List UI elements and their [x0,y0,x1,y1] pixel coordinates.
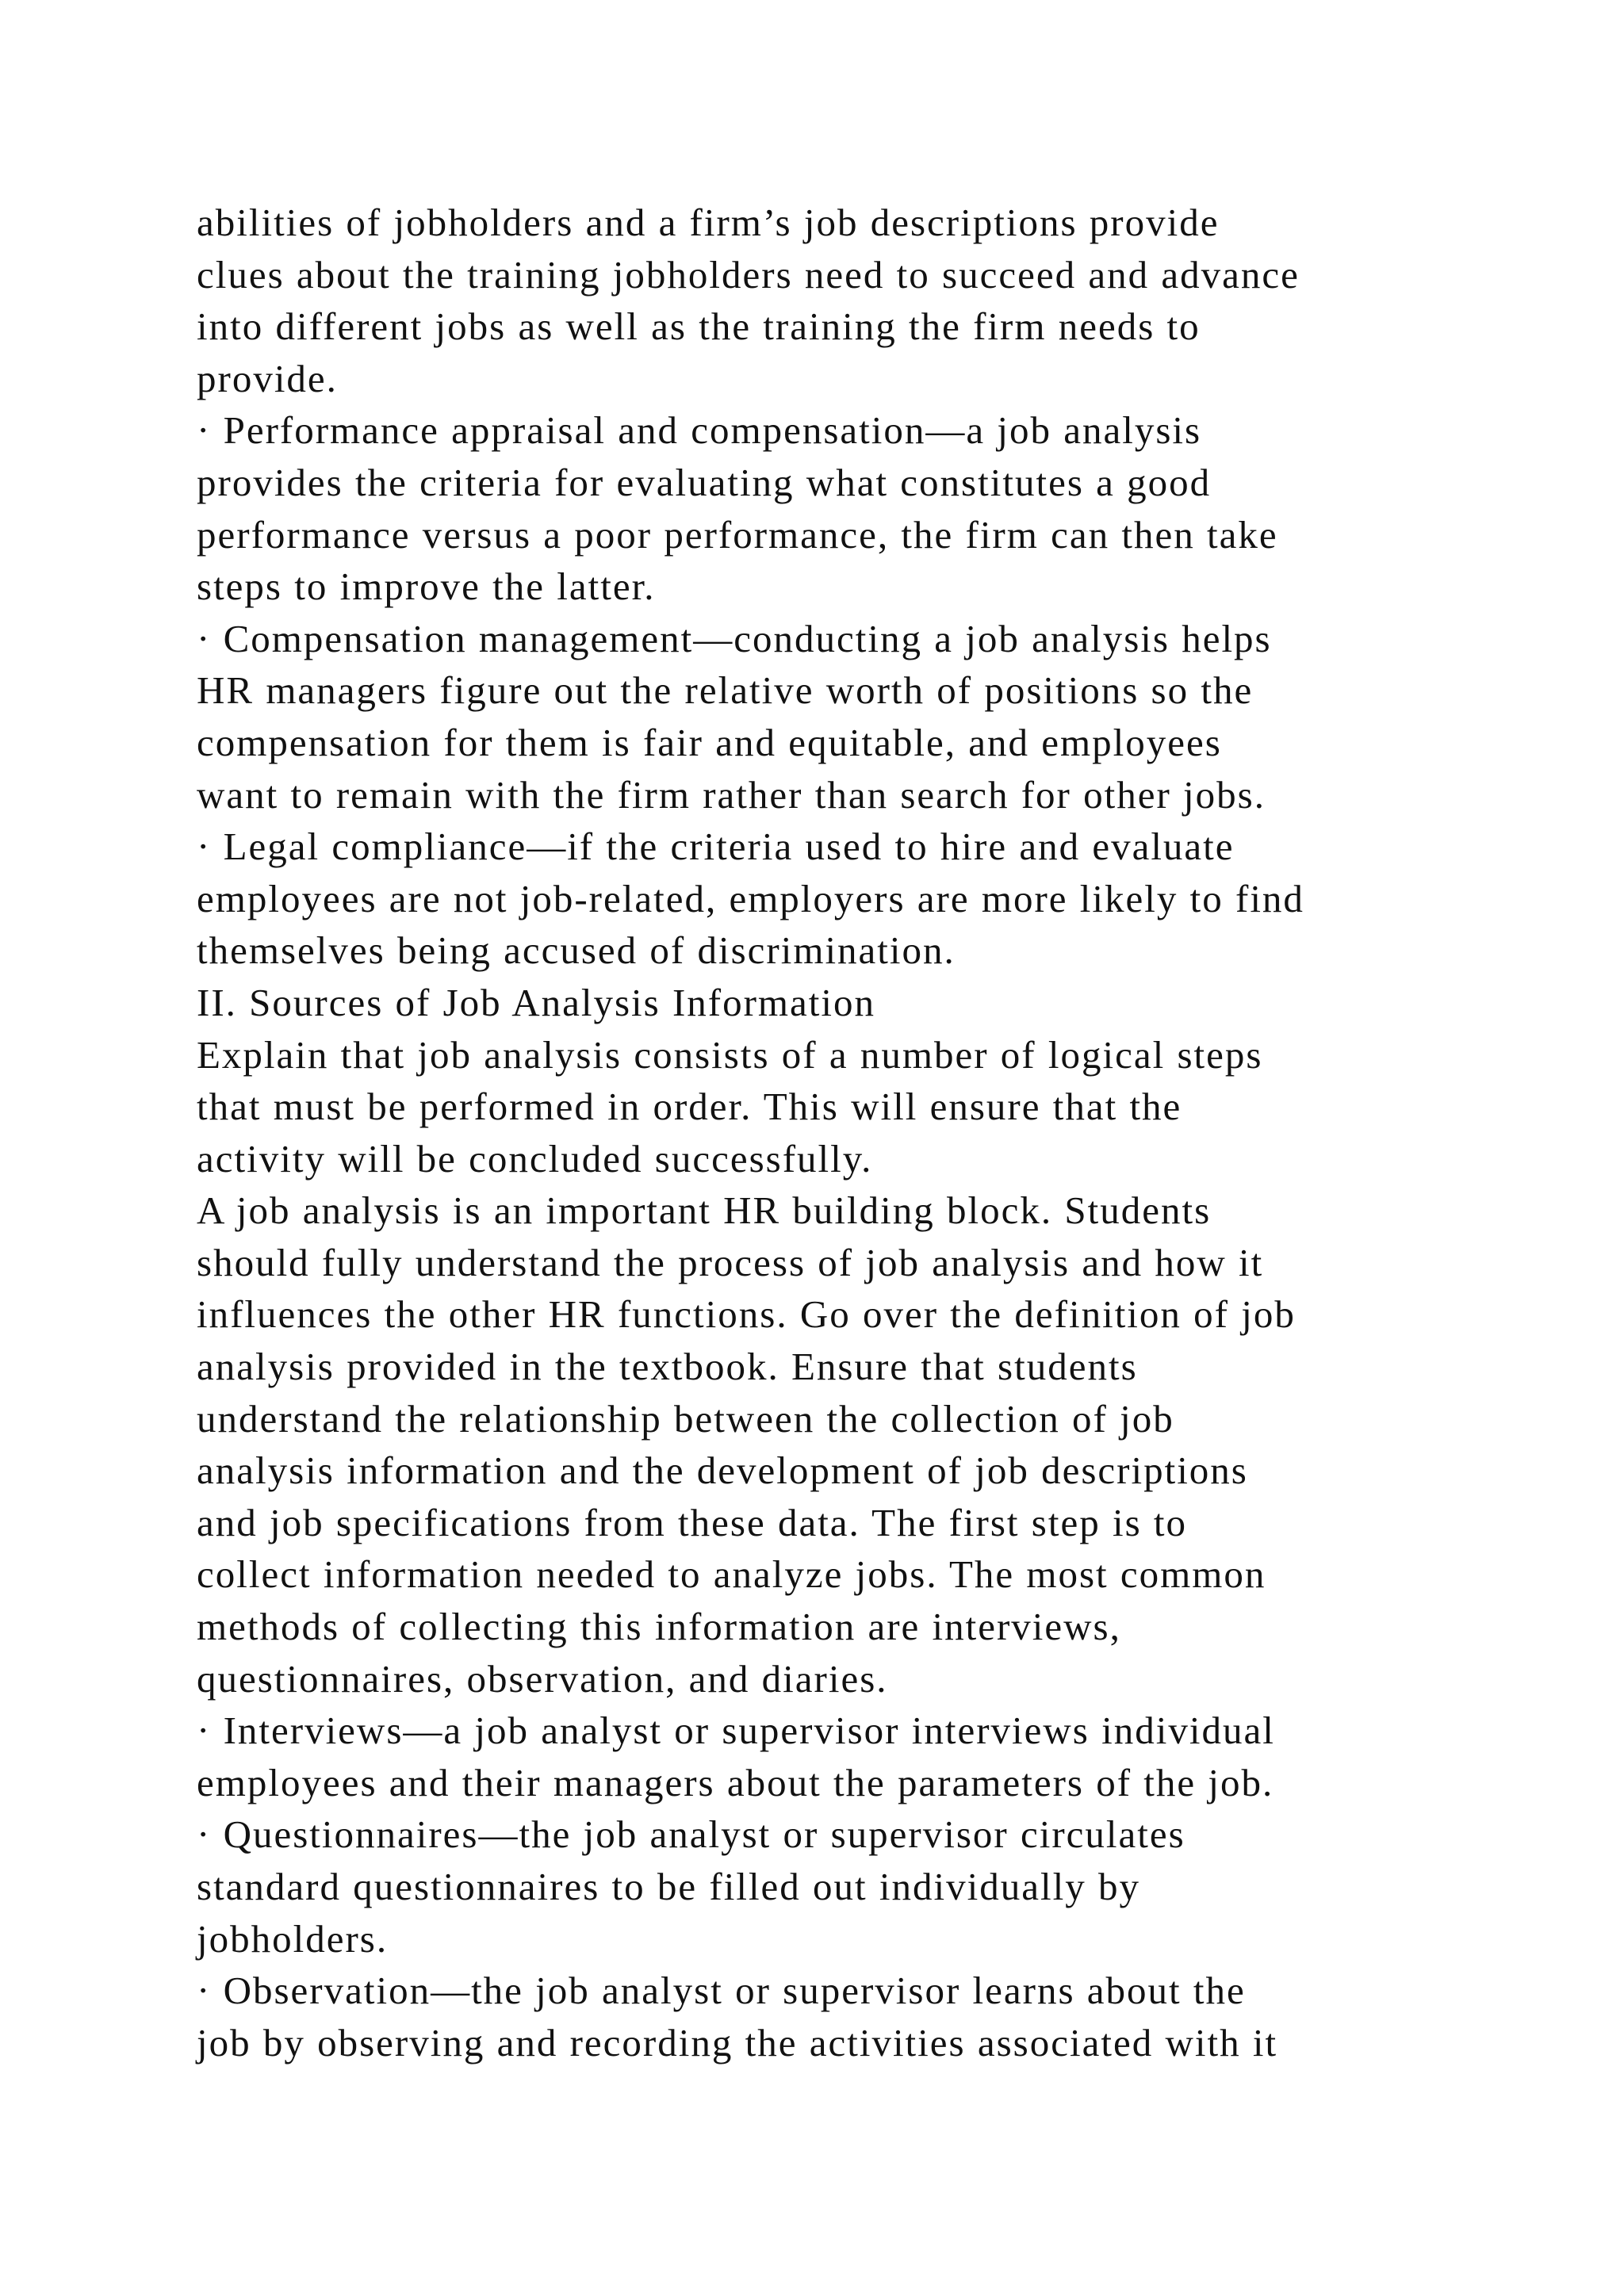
text-line: HR managers figure out the relative worth of positions so the [197,668,1254,713]
text-line: steps to improve the latter. [197,564,656,609]
bullet-compensation-management: · Compensation management—conducting a job analysis helps [197,616,1272,660]
text-line: methods of collecting this information are interviews, [197,1605,1121,1649]
document-body [197,197,1481,2068]
text-line: abilities of jobholders and a firm’s job descriptions provide [197,201,1220,244]
text-line: want to remain with the firm rather than search for other jobs. [197,772,1266,817]
text-line: provides the criteria for evaluating what constitutes a good [197,460,1212,504]
text-line: themselves being accused of discrimination. [197,928,956,973]
text-line: compensation for them is fair and equitable, and employees [197,720,1222,764]
text-line: collect information needed to analyze jobs. The most common [197,1552,1266,1597]
text-line: understand the relationship between the collection of job [197,1396,1174,1441]
text-line: performance versus a poor performance, the firm can then take [197,512,1278,557]
bullet-performance-appraisal: · Performance appraisal and compensation—a job analysis [197,408,1202,453]
text-line: questionnaires, observation, and diaries. [197,1656,888,1701]
text-line: jobholders. [197,1916,389,1961]
text-line: and job specifications from these data. The first step is to [197,1500,1188,1544]
text-line: clues about the training jobholders need to succeed and advance [197,252,1300,297]
bullet-interviews: · Interviews—a job analyst or supervisor interviews individual [197,1709,1275,1753]
section-heading: II. Sources of Job Analysis Information [197,980,875,1024]
text-line: activity will be concluded successfully. [197,1136,873,1181]
text-line: job by observing and recording the activities associated with it [197,2020,1278,2064]
text-line: provide. [197,356,338,400]
text-line: standard questionnaires to be filled out individually by [197,1865,1140,1908]
text-line: analysis information and the development of job descriptions [197,1448,1248,1493]
bullet-observation: · Observation—the job analyst or supervisor learns about the [197,1969,1246,2013]
text-line: influences the other HR functions. Go over the definition of job [197,1292,1296,1337]
bullet-legal-compliance: · Legal compliance—if the criteria used to hire and evaluate [197,825,1235,869]
text-line: employees are not job-related, employers are more likely to find [197,876,1304,920]
text-line: analysis provided in the textbook. Ensure that students [197,1345,1138,1389]
text-line: employees and their managers about the parameters of the job. [197,1760,1274,1804]
text-line: Explain that job analysis consists of a number of logical steps [197,1032,1263,1077]
text-line: A job analysis is an important HR building block. Students [197,1188,1212,1233]
text-line: into different jobs as well as the training the firm needs to [197,304,1201,349]
bullet-questionnaires: · Questionnaires—the job analyst or supervisor circulates [197,1812,1185,1857]
text-line: that must be performed in order. This will ensure that the [197,1085,1182,1129]
text-line: should fully understand the process of job analysis and how it [197,1240,1264,1284]
